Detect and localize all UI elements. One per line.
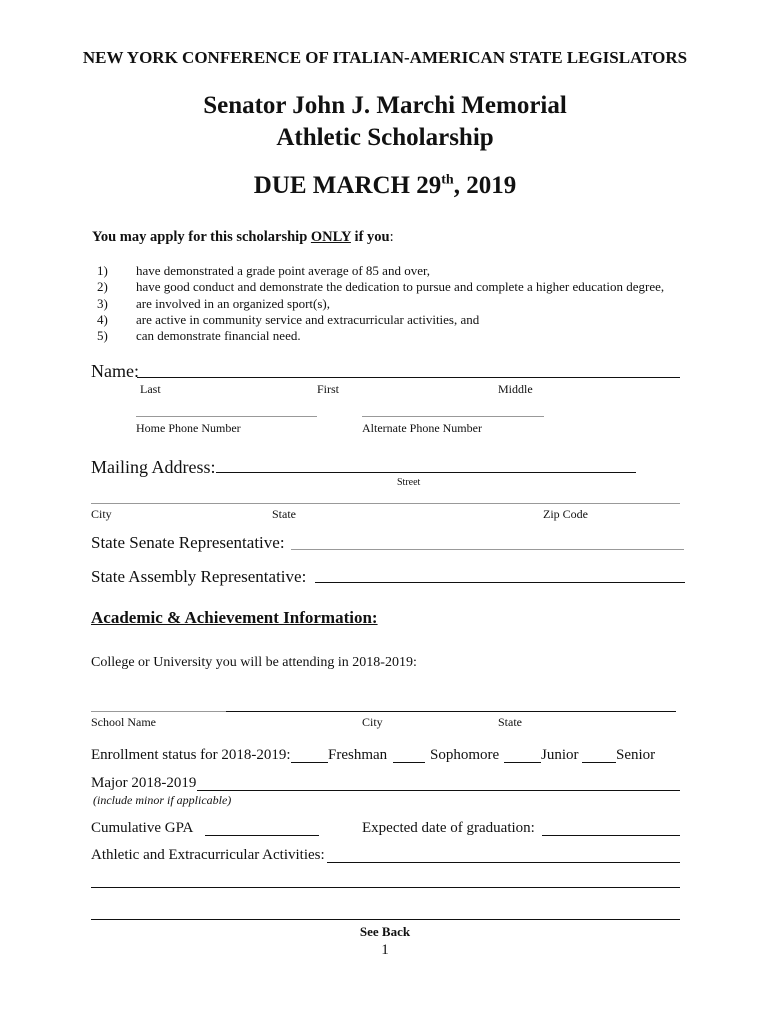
senior-check-line[interactable]: [582, 762, 616, 763]
mailing-address-label: Mailing Address:: [91, 457, 216, 477]
due-date: DUE MARCH 29th, 2019: [253, 172, 517, 199]
page-number: 1: [381, 942, 389, 958]
organization-header: NEW YORK CONFERENCE OF ITALIAN-AMERICAN STATE LEGISLATORS: [82, 48, 688, 67]
assembly-rep-input-line[interactable]: [315, 582, 685, 583]
junior-option: Junior: [541, 747, 579, 763]
senior-option: Senior: [616, 747, 656, 763]
zip-code-caption: Zip Code: [543, 507, 588, 521]
activities-input-line-2[interactable]: [91, 887, 680, 888]
academic-section-heading: Academic & Achievement Information:: [91, 608, 378, 627]
name-input-line[interactable]: [137, 377, 680, 378]
eligibility-num-2: 2): [97, 279, 108, 294]
alternate-phone-input-line[interactable]: [362, 416, 544, 417]
activities-label: Athletic and Extracurricular Activities:: [91, 847, 325, 863]
enrollment-label: Enrollment status for 2018-2019:: [91, 747, 291, 763]
alternate-phone-caption: Alternate Phone Number: [362, 421, 482, 435]
senate-rep-input-line[interactable]: [291, 549, 684, 550]
eligibility-item-3: are involved in an organized sport(s),: [136, 296, 330, 311]
gpa-label: Cumulative GPA: [91, 820, 194, 836]
major-note: (include minor if applicable): [93, 793, 232, 807]
eligibility-item-2: have good conduct and demonstrate the dedication to pursue and complete a higher education degree,: [136, 279, 665, 294]
scholarship-title-line2: Athletic Scholarship: [276, 124, 494, 151]
activities-input-line-3[interactable]: [91, 919, 680, 920]
freshman-check-line[interactable]: [291, 762, 328, 763]
last-name-caption: Last: [140, 382, 161, 396]
freshman-option: Freshman: [328, 747, 388, 763]
activities-input-line-1[interactable]: [327, 862, 680, 863]
sophomore-option: Sophomore: [430, 747, 500, 763]
home-phone-caption: Home Phone Number: [136, 421, 241, 435]
college-question: College or University you will be attending in 2018-2019:: [91, 655, 417, 670]
city-caption: City: [91, 507, 112, 521]
gpa-input-line[interactable]: [205, 835, 319, 836]
eligibility-num-1: 1): [97, 263, 108, 278]
eligibility-num-4: 4): [97, 312, 108, 327]
assembly-rep-label: State Assembly Representative:: [91, 567, 307, 586]
eligibility-item-1: have demonstrated a grade point average of 85 and over,: [136, 263, 431, 278]
city-state-zip-input-line[interactable]: [91, 503, 680, 504]
street-input-line[interactable]: [216, 472, 636, 473]
scholarship-title-line1: Senator John J. Marchi Memorial: [203, 92, 567, 119]
see-back-note: See Back: [359, 924, 411, 939]
middle-name-caption: Middle: [498, 382, 533, 396]
major-input-line[interactable]: [197, 790, 680, 791]
state-caption: State: [272, 507, 296, 521]
eligibility-intro: You may apply for this scholarship ONLY if you:: [92, 229, 394, 245]
school-state-caption: State: [498, 715, 522, 729]
graduation-date-label: Expected date of graduation:: [362, 820, 535, 836]
eligibility-item-4: are active in community service and extracurricular activities, and: [136, 312, 480, 327]
school-name-caption: School Name: [91, 715, 156, 729]
major-label: Major 2018-2019: [91, 775, 197, 791]
home-phone-input-line[interactable]: [136, 416, 317, 417]
sophomore-check-line[interactable]: [393, 762, 425, 763]
eligibility-num-3: 3): [97, 296, 108, 311]
school-city-state-input-line[interactable]: [226, 711, 676, 712]
school-city-caption: City: [362, 715, 383, 729]
street-caption: Street: [397, 477, 421, 488]
junior-check-line[interactable]: [504, 762, 541, 763]
senate-rep-label: State Senate Representative:: [91, 533, 285, 552]
graduation-date-input-line[interactable]: [542, 835, 680, 836]
eligibility-num-5: 5): [97, 328, 108, 343]
name-label: Name:: [91, 361, 139, 381]
first-name-caption: First: [317, 382, 340, 396]
eligibility-item-5: can demonstrate financial need.: [136, 328, 301, 343]
school-name-input-line[interactable]: [91, 711, 226, 712]
